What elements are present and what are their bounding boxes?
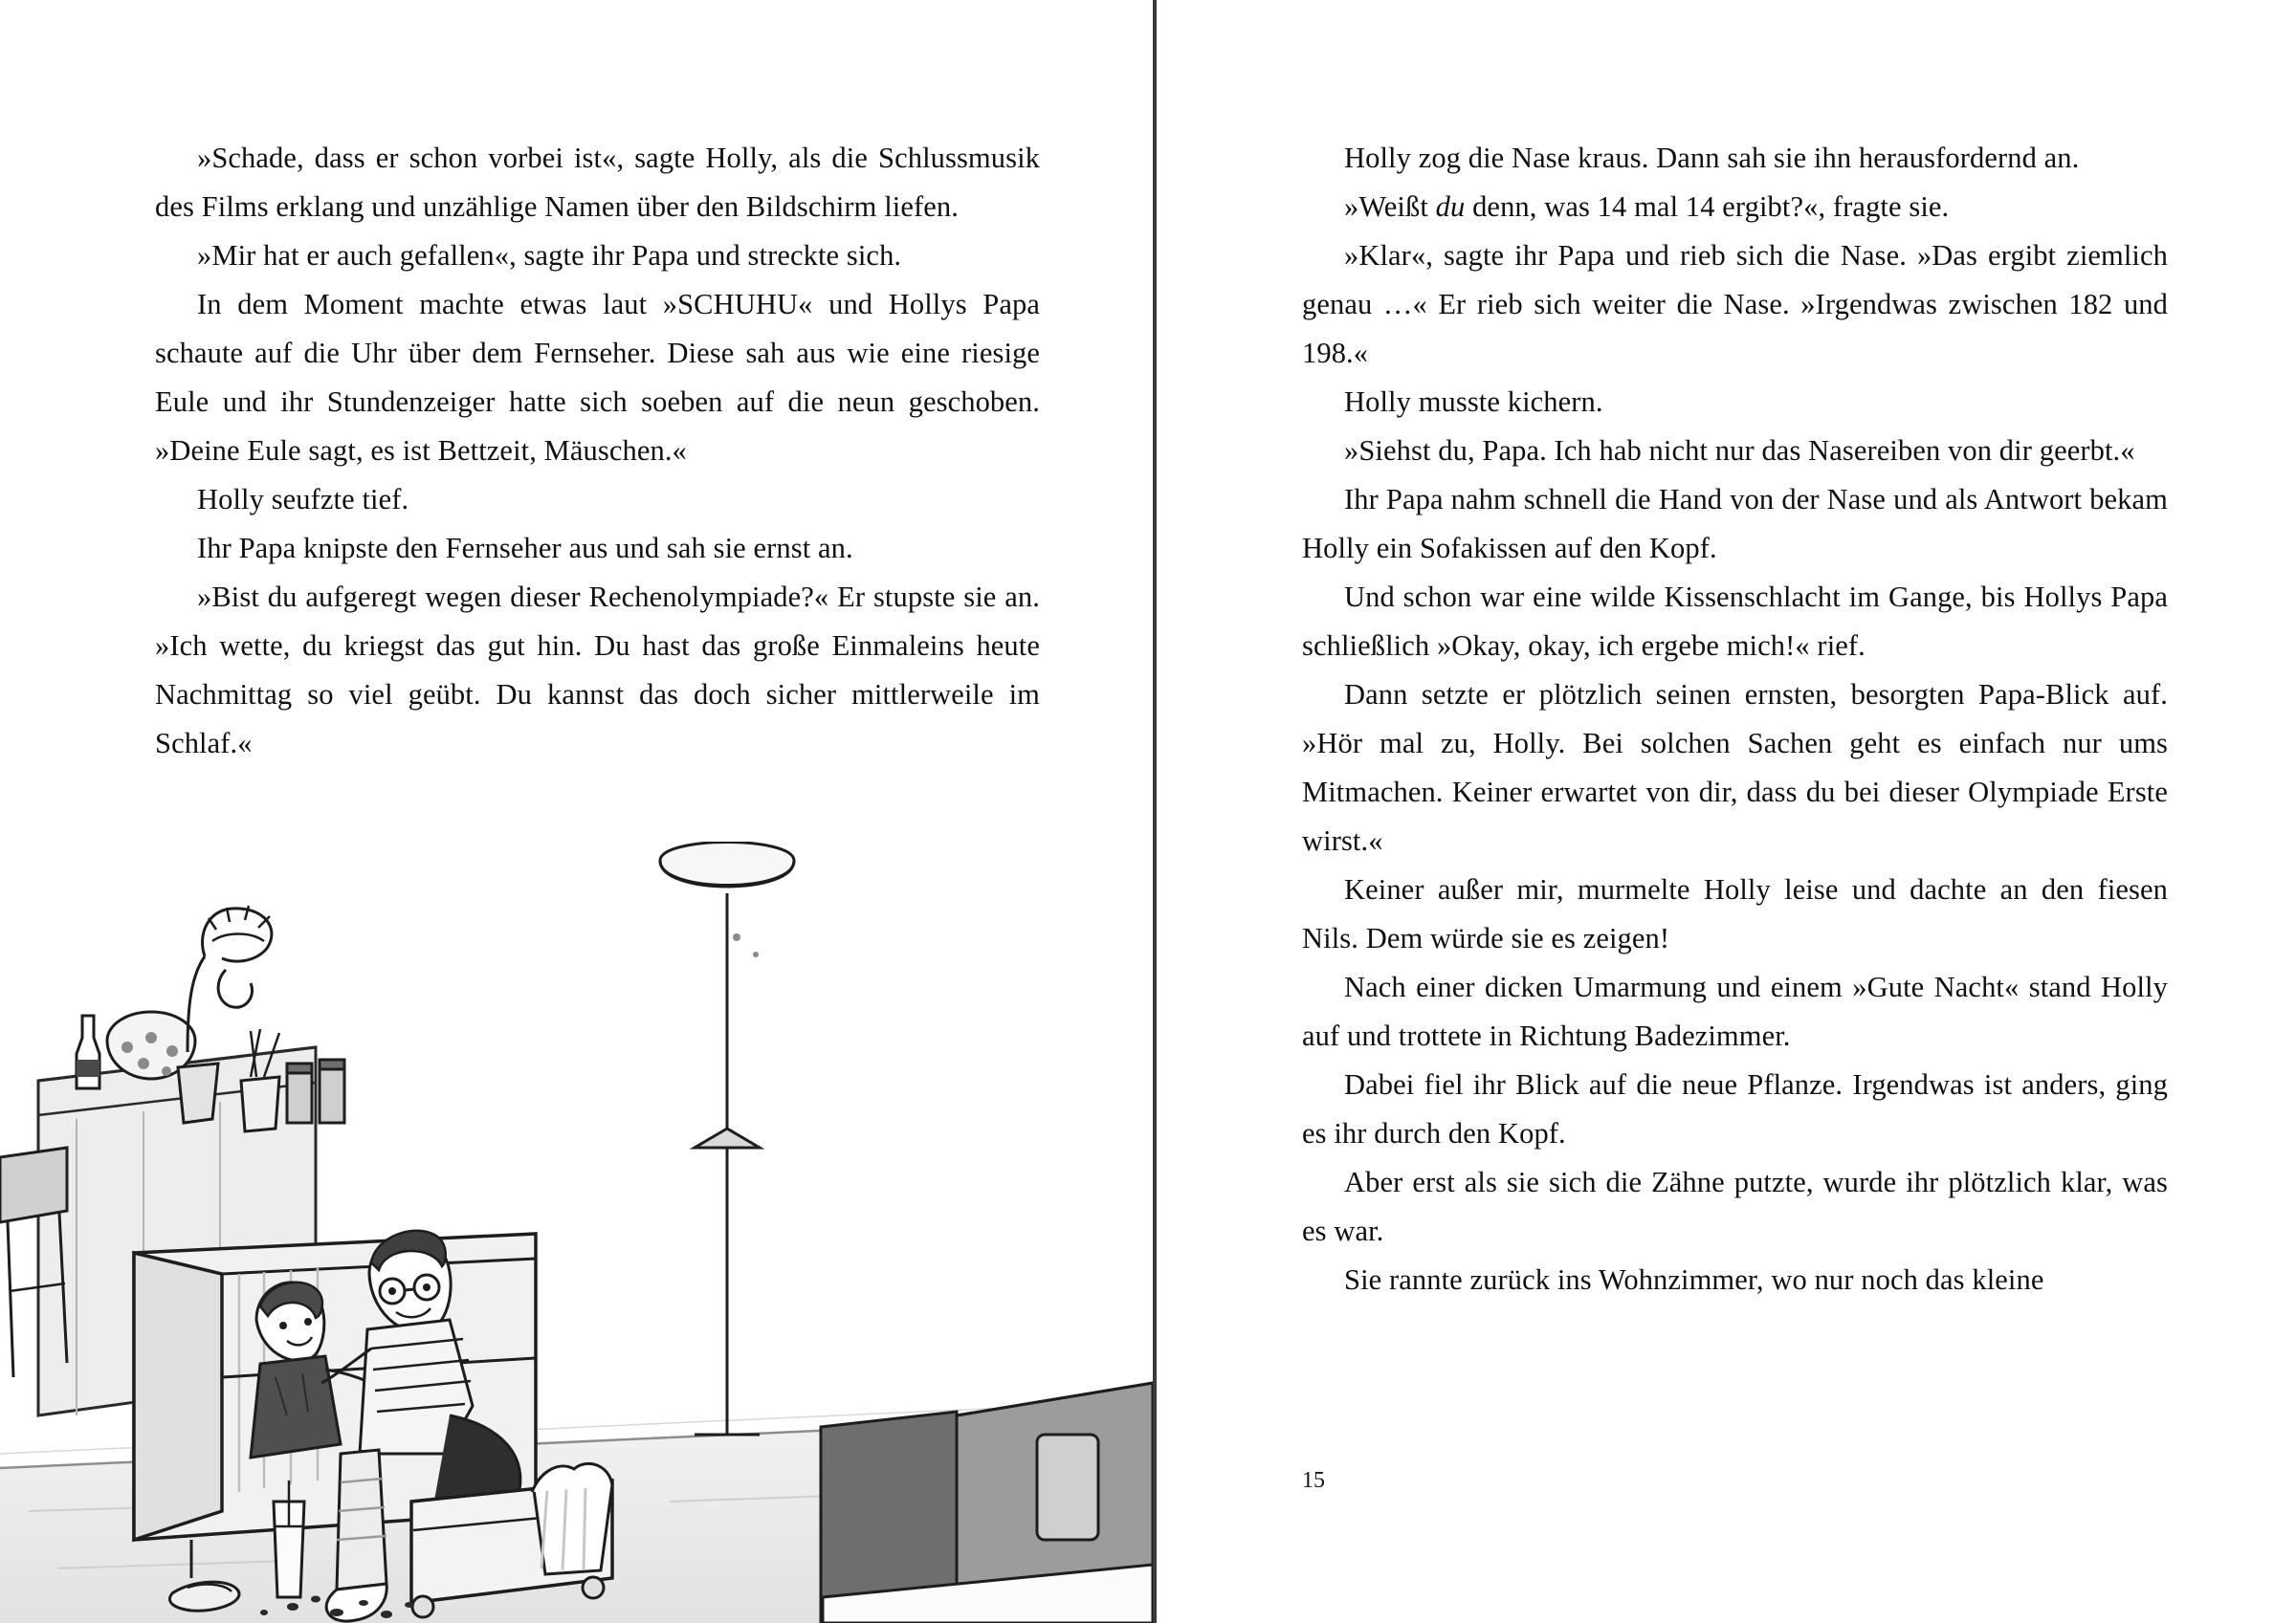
- right-page: [1157, 0, 2296, 1623]
- paragraph: Holly seufzte tief.: [197, 483, 409, 515]
- paragraph: Sie rannte zurück ins Wohnzimmer, wo nur noch das kleine: [1344, 1263, 2044, 1296]
- paragraph: »Mir hat er auch gefallen«, sagte ihr Papa und streckte sich.: [197, 239, 902, 272]
- paragraph: »Bist du aufgeregt wegen dieser Rechenolympiade?« Er stupste sie an. »Ich wette, du kriegst das gut hin. Du hast das große Einmaleins heute Nachmittag so viel geübt. Du kannst das doch sicher mittlerweile im Schlaf.«: [155, 581, 1040, 759]
- paragraph: »Schade, dass er schon vorbei ist«, sagte Holly, als die Schlussmusik des Films erklang und unzählige Namen über den Bildschirm liefen.: [155, 142, 1040, 223]
- paragraph: Keiner außer mir, murmelte Holly leise und dachte an den fiesen Nils. Dem würde sie es zeigen!: [1302, 873, 2168, 954]
- paragraph: Aber erst als sie sich die Zähne putzte, wurde ihr plötzlich klar, was es war.: [1302, 1166, 2168, 1247]
- living-room-illustration: [0, 842, 1153, 1623]
- paragraph: Ihr Papa nahm schnell die Hand von der Nase und als Antwort bekam Holly ein Sofakissen auf den Kopf.: [1302, 483, 2168, 564]
- paragraph: »Weißt du denn, was 14 mal 14 ergibt?«, fragte sie.: [1344, 190, 1950, 223]
- paragraph: In dem Moment machte etwas laut »SCHUHU« und Hollys Papa schaute auf die Uhr über dem Fernseher. Diese sah aus wie eine riesige Eule und ihr Stundenzeiger hatte sich soeben auf die neun geschoben. »Deine Eule sagt, es ist Bettzeit, Mäuschen.«: [155, 288, 1040, 467]
- paragraph: »Siehst du, Papa. Ich hab nicht nur das Nasereiben von dir geerbt.«: [1344, 434, 2135, 467]
- page-number: 15: [1302, 1468, 1325, 1493]
- paragraph: Dabei fiel ihr Blick auf die neue Pflanze. Irgendwas ist anders, ging es ihr durch den Kopf.: [1302, 1068, 2168, 1150]
- paragraph: Holly zog die Nase kraus. Dann sah sie ihn herausfordernd an.: [1344, 142, 2080, 174]
- right-page-text: [1302, 134, 2168, 1305]
- paragraph: Ihr Papa knipste den Fernseher aus und sah sie ernst an.: [197, 532, 853, 564]
- paragraph: Nach einer dicken Umarmung und einem »Gute Nacht« stand Holly auf und trottete in Richtung Badezimmer.: [1302, 971, 2168, 1052]
- paragraph: Holly musste kichern.: [1344, 385, 1603, 418]
- paragraph: Und schon war eine wilde Kissenschlacht im Gange, bis Hollys Papa schließlich »Okay, okay, ich ergebe mich!« rief.: [1302, 581, 2168, 662]
- paragraph: »Klar«, sagte ihr Papa und rieb sich die Nase. »Das ergibt ziemlich genau …« Er rieb sich weiter die Nase. »Irgendwas zwischen 182 und 198.«: [1302, 239, 2168, 369]
- paragraph: Dann setzte er plötzlich seinen ernsten, besorgten Papa-Blick auf. »Hör mal zu, Holly. Bei solchen Sachen geht es einfach nur ums Mitmachen. Keiner erwartet von dir, dass du bei dieser Olympiade Erste wirst.«: [1302, 678, 2168, 857]
- left-page-text: [155, 134, 1040, 768]
